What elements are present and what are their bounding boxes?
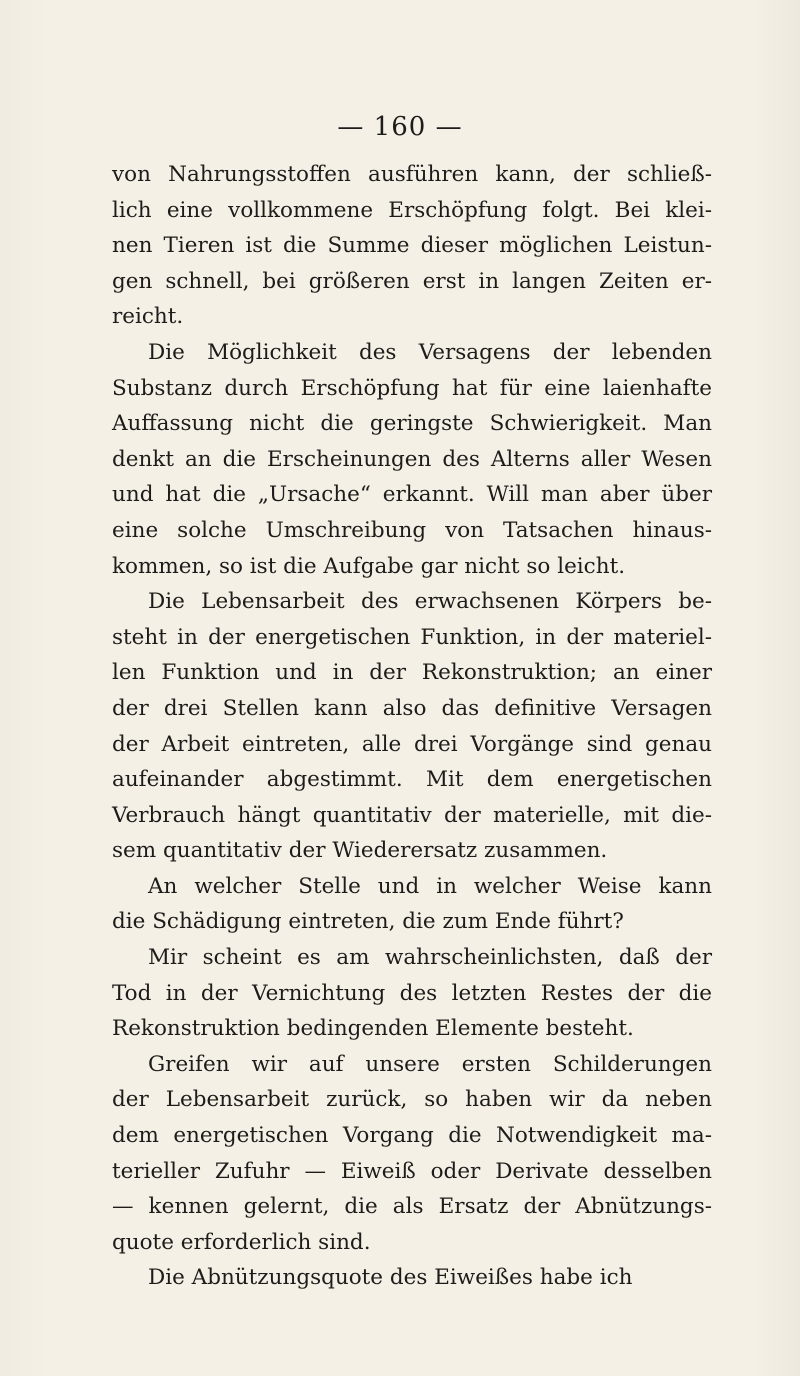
text-line: An welcher Stelle und in welcher Weise kann [148, 873, 712, 899]
text-line: eine solche Umschreibung von Tatsachen hinaus- [112, 517, 712, 543]
text-line: Auffassung nicht die geringste Schwierigkeit. Man [112, 411, 712, 437]
text-line: nen Tieren ist die Summe dieser möglichen Leistun- [112, 233, 712, 259]
text-line: steht in der energetischen Funktion, in der materiel- [112, 624, 712, 650]
text-line: denkt an die Erscheinungen des Alterns aller Wesen [112, 446, 712, 472]
text-line: dem energetischen Vorgang die Notwendigkeit ma- [112, 1123, 712, 1149]
text-line: Mir scheint es am wahrscheinlichsten, daß der [148, 945, 712, 971]
text-line: kommen, so ist die Aufgabe gar nicht so leicht. [112, 553, 626, 579]
text-line: Greifen wir auf unsere ersten Schilderungen [148, 1051, 712, 1077]
body-text [112, 157, 712, 1296]
text-line: die Schädigung eintreten, die zum Ende führt? [112, 909, 624, 935]
text-line: der Arbeit eintreten, alle drei Vorgänge sind genau [112, 731, 712, 757]
page-number: — 160 — [337, 112, 463, 142]
text-line: der Lebensarbeit zurück, so haben wir da neben [112, 1087, 712, 1113]
text-line: und hat die „Ursache“ erkannt. Will man aber über [112, 482, 712, 508]
text-line: len Funktion und in der Rekonstruktion; an einer [112, 660, 712, 686]
text-line: von Nahrungsstoffen ausführen kann, der schließ- [112, 162, 712, 187]
text-line: Tod in der Vernichtung des letzten Restes der die [112, 980, 712, 1006]
text-line: Die Lebensarbeit des erwachsenen Körpers be- [148, 589, 712, 615]
text-line: Rekonstruktion bedingenden Elemente besteht. [112, 1016, 634, 1042]
text-line: Die Abnützungsquote des Eiweißes habe ich [148, 1265, 633, 1291]
text-line: gen schnell, bei größeren erst in langen Zeiten er- [112, 268, 712, 294]
text-line: Substanz durch Erschöpfung hat für eine laienhafte [112, 375, 712, 401]
text-line: lich eine vollkommene Erschöpfung folgt. Bei klei- [112, 197, 712, 223]
text-line: sem quantitativ der Wiederersatz zusammen. [112, 838, 608, 864]
text-line: terieller Zufuhr — Eiweiß oder Derivate desselben [112, 1158, 712, 1184]
text-line: der drei Stellen kann also das definitive Versagen [112, 695, 712, 721]
text-line: aufeinander abgestimmt. Mit dem energetischen [112, 767, 712, 793]
text-line: quote erforderlich sind. [112, 1229, 371, 1255]
text-line: reicht. [112, 304, 184, 330]
text-line: Verbrauch hängt quantitativ der materielle, mit die- [112, 802, 712, 828]
text-line: Die Möglichkeit des Versagens der lebenden [148, 339, 712, 365]
text-line: — kennen gelernt, die als Ersatz der Abnützungs- [112, 1194, 712, 1220]
